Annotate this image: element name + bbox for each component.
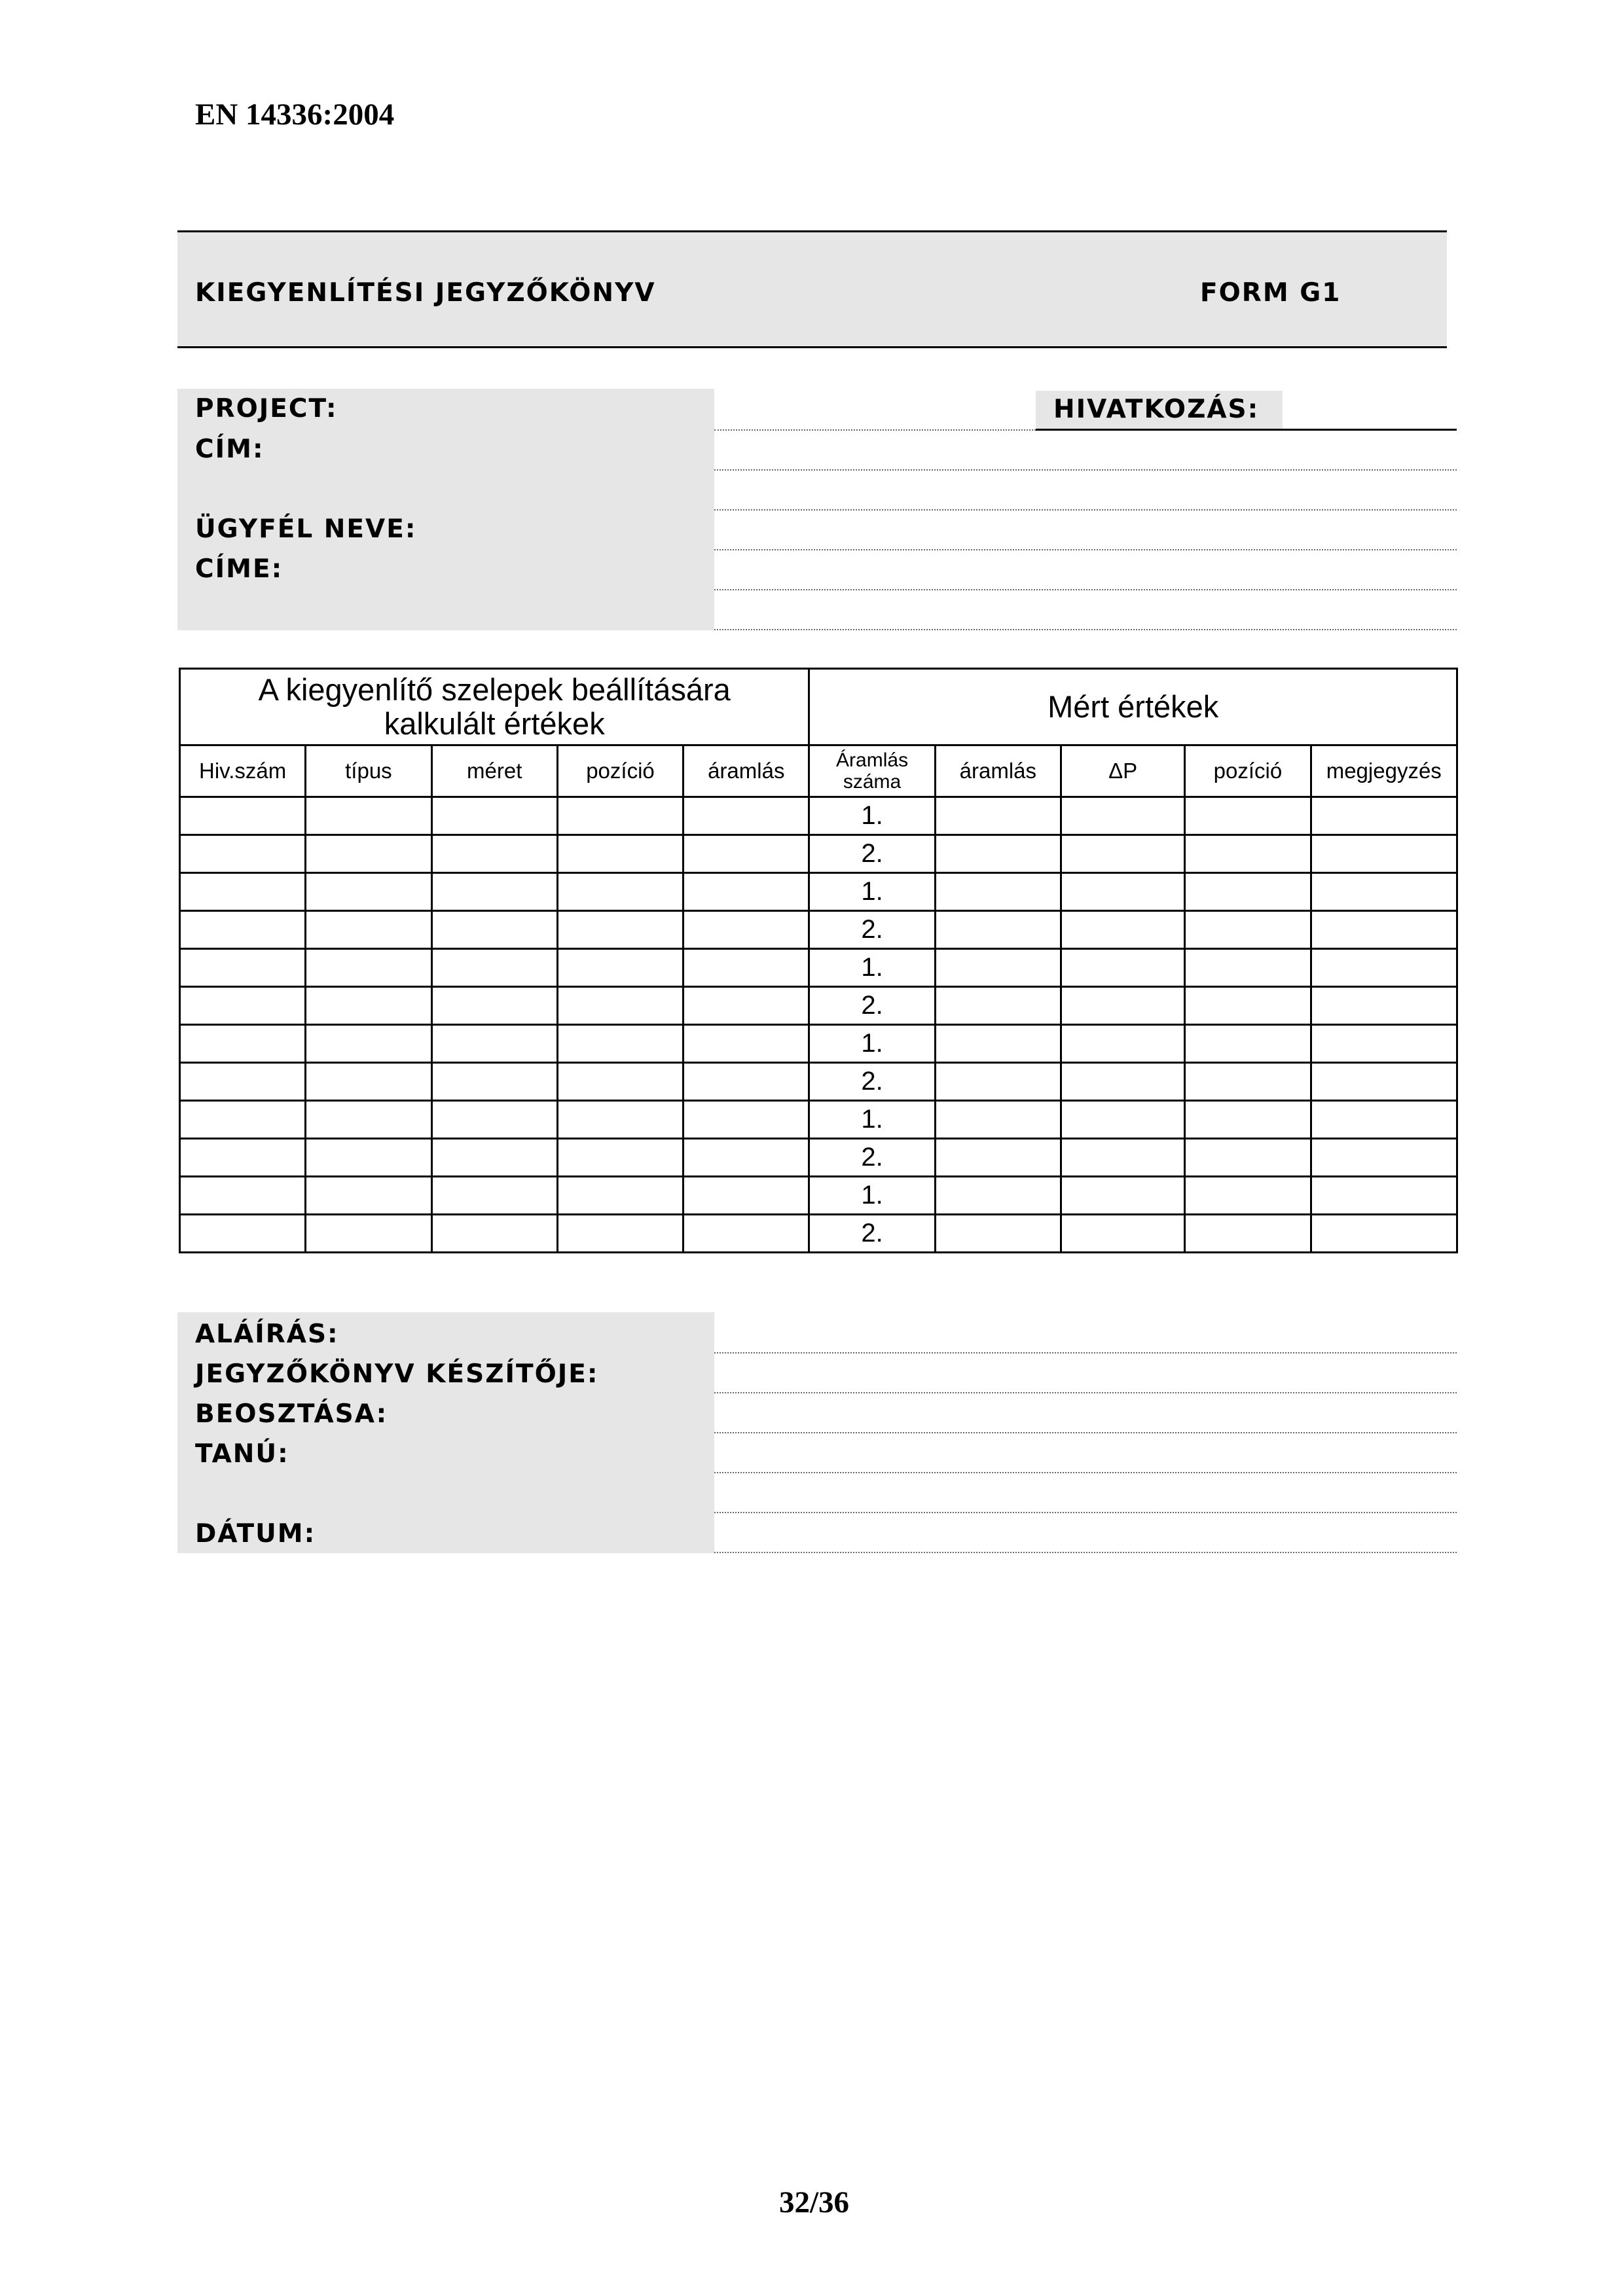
table-cell[interactable] xyxy=(1061,1101,1184,1139)
table-row xyxy=(180,1101,1457,1139)
column-header: pozíció xyxy=(1185,745,1311,797)
table-cell[interactable] xyxy=(1185,835,1311,873)
prepared-by-field-line[interactable] xyxy=(714,1392,1457,1393)
table-cell[interactable] xyxy=(935,835,1061,873)
table-cell[interactable] xyxy=(1311,1177,1457,1215)
table-cell[interactable] xyxy=(1311,1025,1457,1063)
column-header: méret xyxy=(431,745,557,797)
flow-number-cell: 1. xyxy=(809,797,935,835)
form-title-band xyxy=(177,230,1447,348)
table-cell[interactable] xyxy=(684,911,809,949)
project-labels-block xyxy=(177,389,714,630)
table-cell[interactable] xyxy=(935,1101,1061,1139)
table-cell[interactable] xyxy=(431,949,557,987)
client-address-field-line[interactable] xyxy=(714,589,1457,590)
table-cell[interactable] xyxy=(684,1215,809,1253)
flow-number-cell: 2. xyxy=(809,987,935,1025)
table-row xyxy=(180,987,1457,1025)
table-cell[interactable] xyxy=(1061,873,1184,911)
column-header: Hiv.szám xyxy=(180,745,306,797)
table-cell[interactable] xyxy=(431,873,557,911)
client-address-label: CÍME: xyxy=(195,554,283,584)
client-address-field-line-2[interactable] xyxy=(714,629,1457,630)
table-cell[interactable] xyxy=(1061,949,1184,987)
table-cell[interactable] xyxy=(1061,835,1184,873)
column-header: pozíció xyxy=(557,745,683,797)
column-header: típus xyxy=(306,745,431,797)
reference-label: HIVATKOZÁS: xyxy=(1036,391,1283,429)
table-cell[interactable] xyxy=(306,1025,431,1063)
position-field-line[interactable] xyxy=(714,1432,1457,1433)
table-cell[interactable] xyxy=(180,1025,306,1063)
table-cell[interactable] xyxy=(684,1101,809,1139)
table-cell[interactable] xyxy=(684,949,809,987)
table-cell[interactable] xyxy=(1185,911,1311,949)
table-cell[interactable] xyxy=(935,1025,1061,1063)
table-cell[interactable] xyxy=(1311,911,1457,949)
table-cell[interactable] xyxy=(935,1215,1061,1253)
table-cell[interactable] xyxy=(306,1101,431,1139)
table-cell[interactable] xyxy=(306,797,431,835)
table-cell[interactable] xyxy=(180,1101,306,1139)
flow-number-cell: 1. xyxy=(809,949,935,987)
table-cell[interactable] xyxy=(684,835,809,873)
flow-number-cell: 1. xyxy=(809,1177,935,1215)
measured-values-header: Mért értékek xyxy=(809,669,1457,745)
table-cell[interactable] xyxy=(180,835,306,873)
table-row xyxy=(180,911,1457,949)
table-cell[interactable] xyxy=(557,1177,683,1215)
table-cell[interactable] xyxy=(935,987,1061,1025)
position-label: BEOSZTÁSA: xyxy=(195,1399,388,1429)
witness-label: TANÚ: xyxy=(195,1439,289,1469)
table-row xyxy=(180,1139,1457,1177)
witness-field-line-2[interactable] xyxy=(714,1512,1457,1513)
table-row xyxy=(180,873,1457,911)
table-cell[interactable] xyxy=(306,1139,431,1177)
table-cell[interactable] xyxy=(1061,1177,1184,1215)
table-cell[interactable] xyxy=(935,797,1061,835)
document-standard-header: EN 14336:2004 xyxy=(195,98,395,132)
project-field-line[interactable] xyxy=(714,429,1036,431)
table-cell[interactable] xyxy=(1311,1101,1457,1139)
column-header: ΔP xyxy=(1061,745,1184,797)
table-cell[interactable] xyxy=(684,1063,809,1101)
table-cell[interactable] xyxy=(557,797,683,835)
table-cell[interactable] xyxy=(557,873,683,911)
table-cell[interactable] xyxy=(431,835,557,873)
table-cell[interactable] xyxy=(1311,797,1457,835)
date-label: DÁTUM: xyxy=(195,1519,316,1549)
flow-number-cell: 1. xyxy=(809,873,935,911)
table-cell[interactable] xyxy=(1061,1215,1184,1253)
flow-number-cell: 1. xyxy=(809,1025,935,1063)
table-cell[interactable] xyxy=(431,1025,557,1063)
table-cell[interactable] xyxy=(1061,911,1184,949)
table-cell[interactable] xyxy=(1185,949,1311,987)
table-cell[interactable] xyxy=(1185,987,1311,1025)
table-cell[interactable] xyxy=(1185,1177,1311,1215)
flow-number-cell: 2. xyxy=(809,1215,935,1253)
table-cell[interactable] xyxy=(1185,1025,1311,1063)
table-row xyxy=(180,1063,1457,1101)
valve-settings-table xyxy=(179,668,1458,1253)
table-cell[interactable] xyxy=(1185,1063,1311,1101)
prepared-by-label: JEGYZŐKÖNYV KÉSZÍTŐJE: xyxy=(195,1359,599,1389)
table-cell[interactable] xyxy=(557,987,683,1025)
calculated-values-header: A kiegyenlítő szelepek beállítására kalkulált értékek xyxy=(180,669,809,745)
table-cell[interactable] xyxy=(431,1101,557,1139)
table-cell[interactable] xyxy=(1311,1139,1457,1177)
table-cell[interactable] xyxy=(306,911,431,949)
form-title: KIEGYENLÍTÉSI JEGYZŐKÖNYV xyxy=(195,278,656,308)
table-cell[interactable] xyxy=(431,1063,557,1101)
table-cell[interactable] xyxy=(306,1177,431,1215)
table-cell[interactable] xyxy=(557,1025,683,1063)
table-cell[interactable] xyxy=(935,949,1061,987)
form-code: FORM G1 xyxy=(1200,278,1341,308)
table-cell[interactable] xyxy=(306,1063,431,1101)
address-field-line[interactable] xyxy=(714,469,1457,471)
table-cell[interactable] xyxy=(306,1215,431,1253)
column-header: áramlás xyxy=(684,745,809,797)
column-header: Áramlás száma xyxy=(809,745,935,797)
signature-label: ALÁÍRÁS: xyxy=(195,1319,339,1349)
table-row xyxy=(180,797,1457,835)
column-header: áramlás xyxy=(935,745,1061,797)
table-cell[interactable] xyxy=(684,797,809,835)
table-row xyxy=(180,1177,1457,1215)
table-cell[interactable] xyxy=(180,911,306,949)
project-label: PROJECT: xyxy=(195,394,338,423)
table-cell[interactable] xyxy=(180,1139,306,1177)
flow-number-cell: 2. xyxy=(809,1139,935,1177)
table-cell[interactable] xyxy=(306,835,431,873)
table-cell[interactable] xyxy=(1061,1025,1184,1063)
table-cell[interactable] xyxy=(180,949,306,987)
signature-field-line[interactable] xyxy=(714,1352,1457,1354)
client-name-label: ÜGYFÉL NEVE: xyxy=(195,514,417,544)
table-cell[interactable] xyxy=(180,987,306,1025)
table-cell[interactable] xyxy=(180,873,306,911)
table-cell[interactable] xyxy=(1185,1101,1311,1139)
table-cell[interactable] xyxy=(431,1215,557,1253)
table-cell[interactable] xyxy=(557,835,683,873)
table-cell[interactable] xyxy=(935,1139,1061,1177)
table-cell[interactable] xyxy=(684,987,809,1025)
table-cell[interactable] xyxy=(935,1063,1061,1101)
column-header: megjegyzés xyxy=(1311,745,1457,797)
table-cell[interactable] xyxy=(1185,1139,1311,1177)
table-cell[interactable] xyxy=(1311,987,1457,1025)
table-row xyxy=(180,1025,1457,1063)
table-cell[interactable] xyxy=(431,911,557,949)
table-cell[interactable] xyxy=(684,1177,809,1215)
table-cell[interactable] xyxy=(306,949,431,987)
table-cell[interactable] xyxy=(557,1215,683,1253)
table-cell[interactable] xyxy=(1061,1063,1184,1101)
table-cell[interactable] xyxy=(557,1139,683,1177)
table-cell[interactable] xyxy=(1061,797,1184,835)
address-label: CÍM: xyxy=(195,435,264,464)
flow-number-cell: 2. xyxy=(809,911,935,949)
table-cell[interactable] xyxy=(557,1101,683,1139)
witness-field-line[interactable] xyxy=(714,1472,1457,1473)
table-cell[interactable] xyxy=(431,1139,557,1177)
table-cell[interactable] xyxy=(1311,1215,1457,1253)
table-cell[interactable] xyxy=(180,1063,306,1101)
table-cell[interactable] xyxy=(1061,987,1184,1025)
table-cell[interactable] xyxy=(935,1177,1061,1215)
table-cell[interactable] xyxy=(1311,1063,1457,1101)
table-cell[interactable] xyxy=(180,1215,306,1253)
table-cell[interactable] xyxy=(431,797,557,835)
table-row xyxy=(180,835,1457,873)
table-cell[interactable] xyxy=(1311,873,1457,911)
table-cell[interactable] xyxy=(431,1177,557,1215)
table-cell[interactable] xyxy=(431,987,557,1025)
flow-number-cell: 2. xyxy=(809,1063,935,1101)
table-cell[interactable] xyxy=(1061,1139,1184,1177)
table-cell[interactable] xyxy=(306,873,431,911)
table-cell[interactable] xyxy=(557,911,683,949)
client-name-field-line[interactable] xyxy=(714,549,1457,550)
table-cell[interactable] xyxy=(684,873,809,911)
flow-number-cell: 2. xyxy=(809,835,935,873)
table-cell[interactable] xyxy=(557,1063,683,1101)
page-number: 32/36 xyxy=(779,2185,850,2219)
table-cell[interactable] xyxy=(684,1025,809,1063)
table-cell[interactable] xyxy=(684,1139,809,1177)
date-field-line[interactable] xyxy=(714,1552,1457,1553)
table-cell[interactable] xyxy=(935,873,1061,911)
table-cell[interactable] xyxy=(557,949,683,987)
flow-number-cell: 1. xyxy=(809,1101,935,1139)
reference-field-line[interactable] xyxy=(1036,429,1457,431)
table-row xyxy=(180,1215,1457,1253)
table-row xyxy=(180,949,1457,987)
table-cell[interactable] xyxy=(180,797,306,835)
table-cell[interactable] xyxy=(1185,797,1311,835)
table-cell[interactable] xyxy=(306,987,431,1025)
table-cell[interactable] xyxy=(1185,873,1311,911)
table-cell[interactable] xyxy=(1311,949,1457,987)
table-cell[interactable] xyxy=(180,1177,306,1215)
address-field-line-2[interactable] xyxy=(714,509,1457,511)
table-cell[interactable] xyxy=(1311,835,1457,873)
table-cell[interactable] xyxy=(1185,1215,1311,1253)
table-cell[interactable] xyxy=(935,911,1061,949)
